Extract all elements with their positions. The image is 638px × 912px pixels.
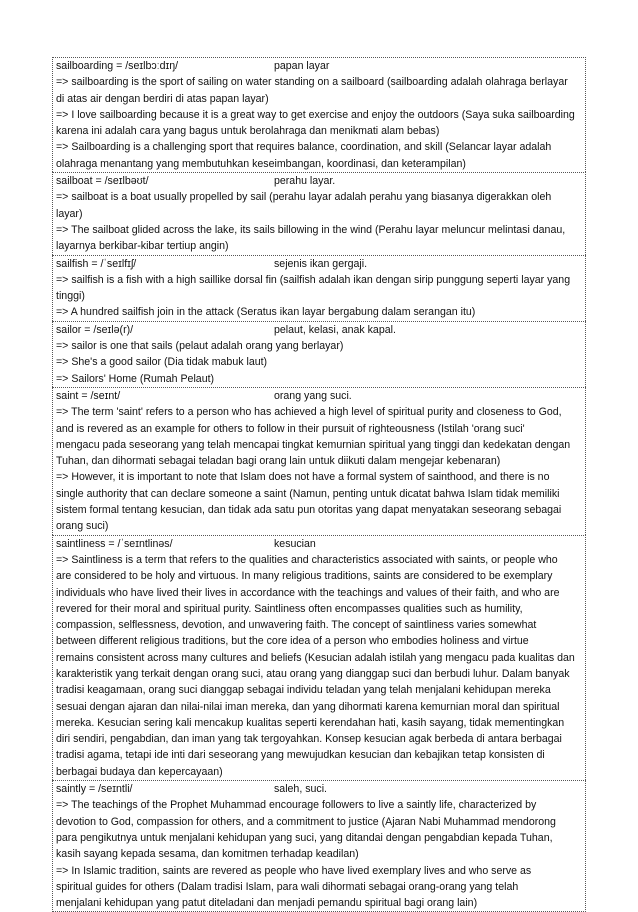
entry-text-line: between different religious traditions, but the core idea of a person who embodies holiness and virtue (56, 635, 529, 648)
entry-meaning: kesucian (274, 537, 316, 550)
entry-text-line: compassion, selflessness, devotion, and unwavering faith. The concept of saintliness varies somewhat (56, 619, 537, 632)
entry-term: sailfish = /ˈseɪlfɪʃ/ (56, 257, 137, 270)
entry-header (56, 322, 583, 338)
entry-text-line: para pengikutnya untuk menjalani kehidupan yang suci, yang ditandai dengan pengabdian kepada Tuhan, (56, 831, 553, 844)
entry-text-line: menjalani kehidupan yang patut diteladani dan menjadi pemandu spiritual bagi orang lain) (56, 897, 478, 910)
entry-term: sailboarding = /seɪlbɔːdɪŋ/ (56, 60, 179, 72)
entry-text-line: devotion to God, compassion for others, and a commitment to justice (Ajaran Nabi Muhammad mendorong (56, 815, 556, 828)
entry-header (56, 173, 583, 189)
entry-text-line: karena ini adalah cara yang bagus untuk berolahraga dan menikmati alam bebas) (56, 125, 440, 138)
entry-header (56, 781, 583, 797)
entry-meaning: papan layar (274, 60, 330, 72)
entry-text-line: diri sendiri, pengabdian, dan iman yang tak tergoyahkan. Konsep kesucian agak berbeda di antara berbagai (56, 733, 562, 746)
entry-header (56, 536, 583, 552)
entry-text-line: mereka. Kesucian sering kali mencakup kualitas seperti kerendahan hati, kasih sayang, tidak mementingkan (56, 716, 565, 729)
dictionary-entry (52, 387, 586, 535)
entry-text-line: sistem formal tentang kesucian, dan tidak ada satu pun otoritas yang dapat menyatakan seseorang sebagai (56, 504, 562, 517)
dictionary-entry (52, 321, 586, 387)
entry-text-line: => sailor is one that sails (pelaut adalah orang yang berlayar) (56, 340, 344, 353)
entry-term: sailor = /seɪlə(r)/ (56, 323, 134, 336)
entry-header (56, 388, 583, 404)
entry-text-line: di atas air dengan berdiri di atas papan layar) (56, 92, 269, 105)
entry-text-line: => The term 'saint' refers to a person who has achieved a high level of spiritual purity and closeness to God, (56, 406, 562, 419)
entry-term: sailboat = /seɪlbəʊt/ (56, 175, 149, 188)
entry-text-line: olahraga menantang yang membutuhkan keseimbangan, koordinasi, dan keterampilan) (56, 157, 466, 170)
entry-text-line: are considered to be holy and virtuous. In many religious traditions, saints are considered to be exemplary (56, 570, 553, 583)
entry-text-line: and is revered as an example for others to follow in their pursuit of righteousness (Istilah 'orang suci' (56, 422, 525, 435)
entry-text-line: => sailboarding is the sport of sailing on water standing on a sailboard (sailboarding adalah olahraga berlayar (56, 76, 568, 89)
dictionary-entry (52, 780, 586, 912)
entry-header (56, 256, 583, 272)
entry-text-line: => She's a good sailor (Dia tidak mabuk laut) (56, 356, 268, 369)
entry-text-line: spiritual guides for others (Dalam tradisi Islam, para wali dihormati sebagai orang-orang yang telah (56, 880, 519, 893)
entry-text-line: => Sailboarding is a challenging sport that requires balance, coordination, and skill (Selancar layar adalah (56, 141, 552, 154)
dictionary-page (52, 57, 586, 912)
entry-header (56, 58, 583, 74)
entry-text-line: berbagai budaya dan kepercayaan) (56, 765, 223, 778)
entry-term: saint = /seɪnt/ (56, 389, 121, 402)
entry-meaning: saleh, suci. (274, 783, 327, 796)
entry-text-line: => However, it is important to note that Islam does not have a formal system of sainthood, and there is no (56, 471, 550, 484)
entry-text-line: layarnya berkibar-kibar tertiup angin) (56, 240, 229, 253)
entry-text-line: tinggi) (56, 290, 85, 303)
entry-text-line: revered for their moral and spiritual purity. Saintliness often encompasses qualities such as humility, (56, 602, 523, 615)
entry-text-line: => Sailors' Home (Rumah Pelaut) (56, 372, 215, 385)
entry-text-line: Tuhan, dan dihormati sebagai teladan bagi orang lain untuk diikuti dalam mengejar kebenaran) (56, 455, 501, 468)
entry-text-line: layar) (56, 207, 83, 220)
entry-text-line: remains consistent across many cultures and beliefs (Kesucian adalah istilah yang mengacu pada kualitas dan (56, 651, 575, 664)
entry-text-line: => A hundred sailfish join in the attack (Seratus ikan layar bergabung dalam serangan itu) (56, 306, 476, 319)
entry-text-line: => Saintliness is a term that refers to the qualities and characteristics associated with saints, or people who (56, 553, 558, 566)
entry-text-line: sesuai dengan ajaran dan nilai-nilai iman mereka, dan yang dihormati karena kemurnian moral dan spiritual (56, 700, 560, 713)
entry-text-line: => The teachings of the Prophet Muhammad encourage followers to live a saintly life, characterized by (56, 799, 537, 812)
dictionary-entry (52, 535, 586, 780)
entry-term: saintliness = /ˈseɪntlinəs/ (56, 537, 173, 550)
entry-meaning: perahu layar. (274, 175, 336, 188)
dictionary-entry (52, 172, 586, 254)
entry-text-line: individuals who have lived their lives in accordance with the teachings and values of their faith, and who are (56, 586, 560, 599)
entry-text-line: single authority that can declare someone a saint (Namun, penting untuk dicatat bahwa Islam tidak memiliki (56, 487, 560, 500)
entry-text-line: => In Islamic tradition, saints are revered as people who have lived exemplary lives and who serve as (56, 864, 532, 877)
entry-text-line: kasih sayang kepada sesama, dan komitmen terhadap keadilan) (56, 848, 359, 861)
entry-text-line: orang suci) (56, 520, 109, 533)
entry-text-line: tradisi agama, tetapi ide inti dari seseorang yang mewujudkan kesucian dan kebajikan tetap konsisten di (56, 749, 545, 762)
entry-text-line: => sailboat is a boat usually propelled by sail (perahu layar adalah perahu yang biasanya digerakkan oleh (56, 191, 552, 204)
entry-meaning: orang yang suci. (274, 389, 352, 402)
entry-meaning: pelaut, kelasi, anak kapal. (274, 323, 396, 336)
entry-text-line: mengacu pada seseorang yang telah mencapai tingkat kemurnian spiritual yang tinggi dan kedekatan dengan (56, 438, 571, 451)
entry-text-line: => I love sailboarding because it is a great way to get exercise and enjoy the outdoors (Saya suka sailboarding (56, 108, 575, 121)
dictionary-entry (52, 57, 586, 172)
entry-meaning: sejenis ikan gergaji. (274, 257, 368, 270)
dictionary-entry (52, 255, 586, 321)
entry-text-line: karakteristik yang terkait dengan orang suci, atau orang yang dianggap suci dan berbudi luhur. Dalam banyak (56, 667, 570, 680)
entry-text-line: => The sailboat glided across the lake, its sails billowing in the wind (Perahu layar meluncur melintasi danau, (56, 223, 566, 236)
entry-text-line: tradisi keagamaan, orang suci dianggap sebagai individu teladan yang telah menjalani kehidupan mereka (56, 684, 551, 697)
entry-term: saintly = /seɪntli/ (56, 783, 133, 796)
entry-text-line: => sailfish is a fish with a high saillike dorsal fin (sailfish adalah ikan dengan sirip punggung seperti layar yang (56, 273, 571, 286)
